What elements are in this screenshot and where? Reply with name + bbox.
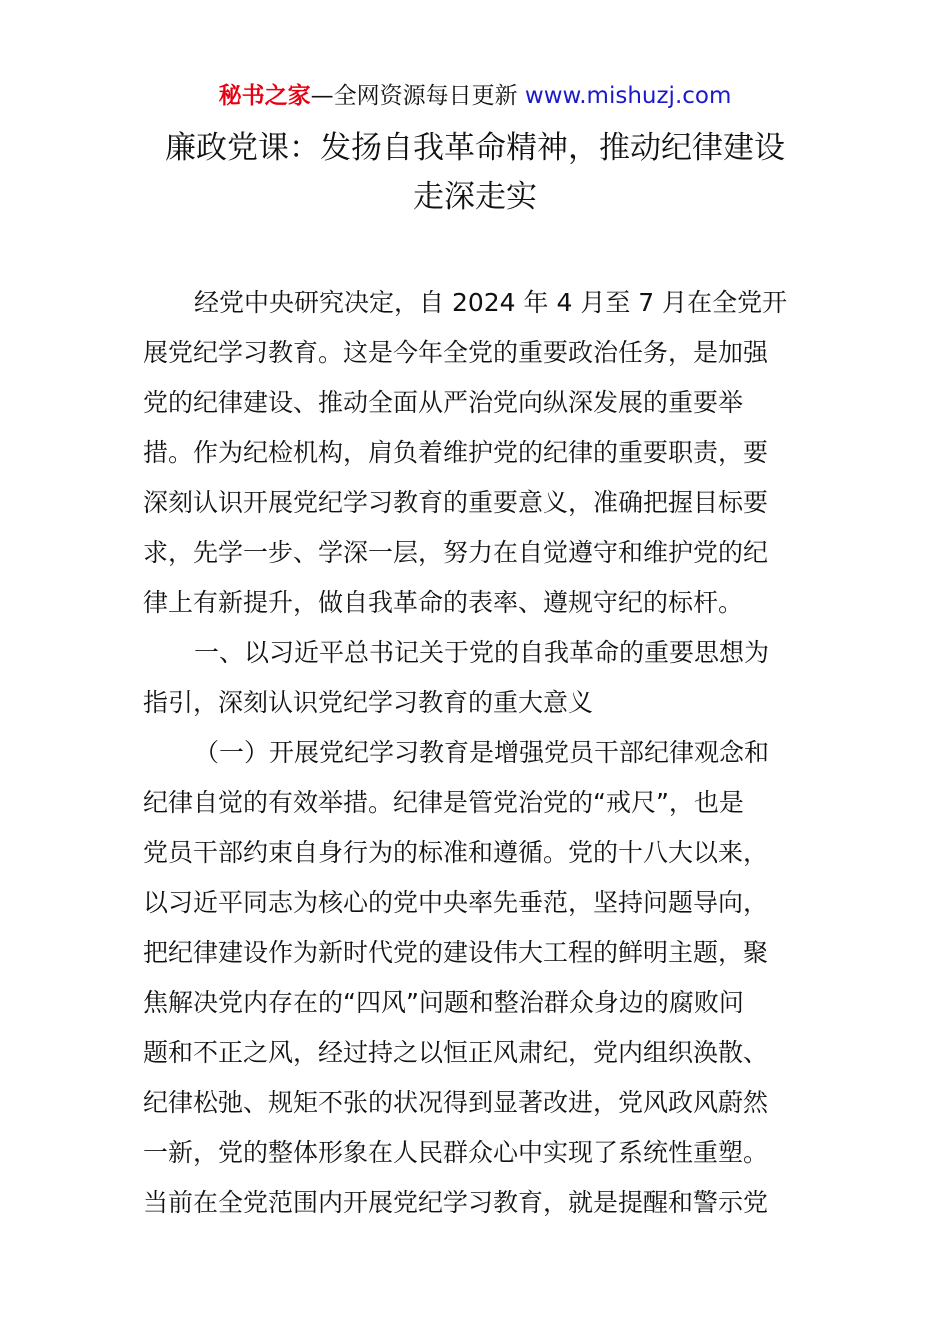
site-tagline: —全网资源每日更新 [310, 83, 518, 109]
title-line-1: 廉政党课：发扬自我革命精神，推动纪律建设 [165, 130, 785, 166]
site-header [0, 80, 950, 112]
body-line: 求，先学一步、学深一层，努力在自觉遵守和维护党的纪 [143, 538, 769, 567]
title-line-2: 走深走实 [413, 179, 537, 215]
body-line: 深刻认识开展党纪学习教育的重要意义，准确把握目标要 [143, 488, 769, 517]
body-line: 一新，党的整体形象在人民群众心中实现了系统性重塑。 [143, 1138, 769, 1167]
body-line: 焦解决党内存在的“四风”问题和整治群众身边的腐败问 [143, 988, 744, 1017]
body-line: 当前在全党范围内开展党纪学习教育，就是提醒和警示党 [143, 1188, 769, 1217]
body-line: 党员干部约束自身行为的标准和遵循。党的十八大以来， [143, 838, 769, 867]
site-url[interactable]: www.mishuzj.com [524, 83, 732, 109]
body-line: 纪律自觉的有效举措。纪律是管党治党的“戒尺”，也是 [143, 788, 744, 817]
section-heading-line: 指引，深刻认识党纪学习教育的重大意义 [143, 688, 594, 717]
body-line: （一）开展党纪学习教育是增强党员干部纪律观念和 [194, 738, 770, 767]
body-line: 把纪律建设作为新时代党的建设伟大工程的鲜明主题，聚 [143, 938, 769, 967]
body-line: 以习近平同志为核心的党中央率先垂范，坚持问题导向， [143, 888, 769, 917]
document-title [0, 124, 950, 222]
document-body [143, 278, 808, 1228]
body-line: 经党中央研究决定，自 2024 年 4 月至 7 月在全党开 [194, 288, 788, 317]
body-line: 展党纪学习教育。这是今年全党的重要政治任务，是加强 [143, 338, 769, 367]
body-line: 纪律松弛、规矩不张的状况得到显著改进，党风政风蔚然 [143, 1088, 769, 1117]
body-line: 律上有新提升，做自我革命的表率、遵规守纪的标杆。 [143, 588, 744, 617]
body-line: 措。作为纪检机构，肩负着维护党的纪律的重要职责，要 [143, 438, 769, 467]
site-brand: 秘书之家 [218, 83, 311, 109]
body-line: 题和不正之风，经过持之以恒正风肃纪，党内组织涣散、 [143, 1038, 769, 1067]
body-line: 党的纪律建设、推动全面从严治党向纵深发展的重要举 [143, 388, 744, 417]
section-heading-line: 一、以习近平总书记关于党的自我革命的重要思想为 [194, 638, 770, 667]
